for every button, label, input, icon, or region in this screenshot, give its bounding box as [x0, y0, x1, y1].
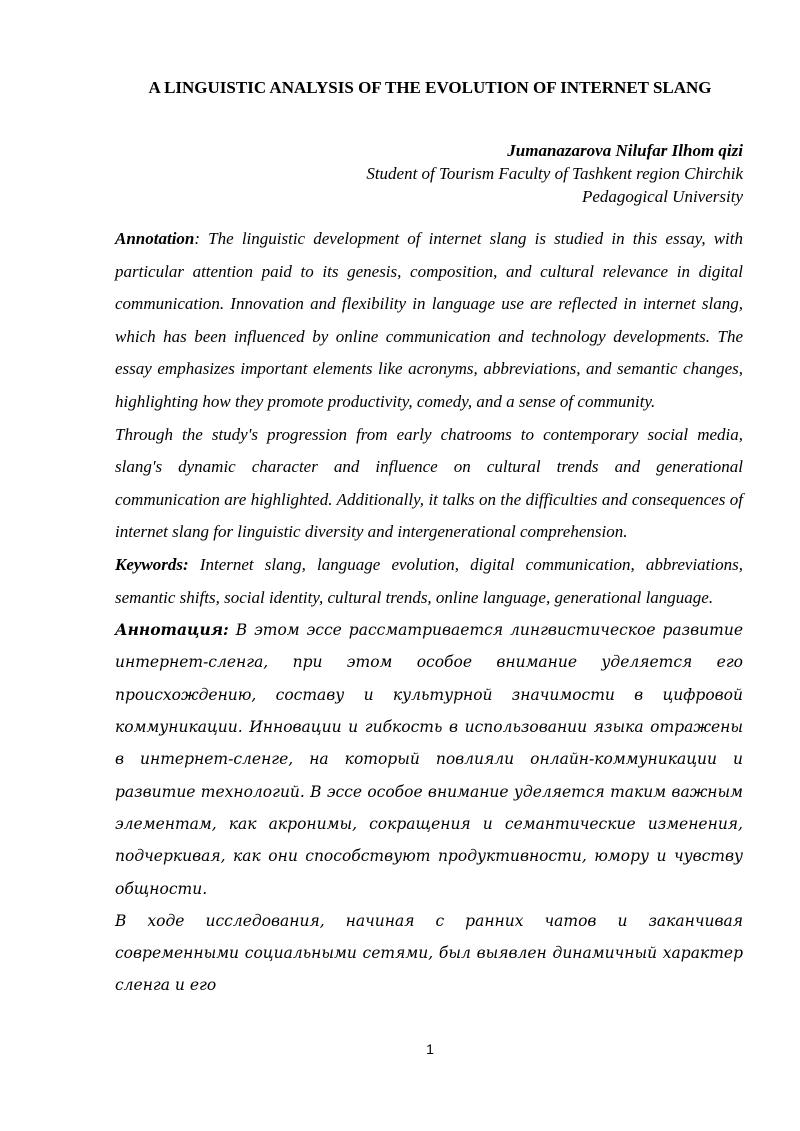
page-number: 1 [426, 1041, 434, 1057]
annotation-ru-text: В этом эссе рассматривается лингвистическое развитие интернет-сленга, при этом особое внимание уделяется его происхождению, составу и культурной значимости в цифровой коммуникации. Инновации и гибкость в использовании языка отражены в интернет-сленге, на который повлияли онлайн-коммуникации и развитие технологий. В эссе особое внимание уделяется таким важным элементам, как акронимы, сокращения и семантические изменения, подчеркивая, как они способствуют продуктивности, юмору и чувству общности. [115, 621, 743, 898]
paper-title: A LINGUISTIC ANALYSIS OF THE EVOLUTION OF INTERNET SLANG [148, 78, 712, 97]
body-text [115, 223, 743, 1002]
author-name: Jumanazarova Nilufar Ilhom qizi [507, 141, 743, 160]
annotation-en-paragraph-2: Through the study's progression from early chatrooms to contemporary social media, slang's dynamic character and influence on cultural trends and generational communication are highlighted. Additionally, it talks on the difficulties and consequences of internet slang for linguistic diversity and intergenerational comprehension. [115, 424, 743, 542]
keywords-text: Internet slang, language evolution, digital communication, abbreviations, semantic shifts, social identity, cultural trends, online language, generational language. [115, 554, 743, 607]
keywords-paragraph [115, 549, 743, 614]
annotation-en-text: : The linguistic development of internet slang is studied in this essay, with particular attention paid to its genesis, composition, and cultural relevance in digital communication. Innovation and flexibility in language use are reflected in internet slang, which has been influenced by online communication and technology developments. The essay emphasizes important elements like acronyms, abbreviations, and semantic changes, highlighting how they promote productivity, comedy, and a sense of community. [115, 229, 743, 411]
annotation-en-paragraph [115, 223, 743, 419]
annotation-ru-paragraph-2: В ходе исследования, начиная с ранних чатов и заканчивая современными социальными сетями, был выявлен динамичный характер сленга и его [115, 911, 743, 995]
annotation-ru-label: Аннотация: [115, 620, 229, 640]
annotation-en-label: Annotation [115, 229, 195, 248]
author-affiliation-line1: Student of Tourism Faculty of Tashkent region Chirchik [366, 164, 743, 183]
author-affiliation-line2: Pedagogical University [582, 187, 743, 206]
author-block [366, 139, 743, 208]
keywords-label: Keywords: [115, 554, 189, 574]
annotation-ru-paragraph [115, 614, 743, 905]
